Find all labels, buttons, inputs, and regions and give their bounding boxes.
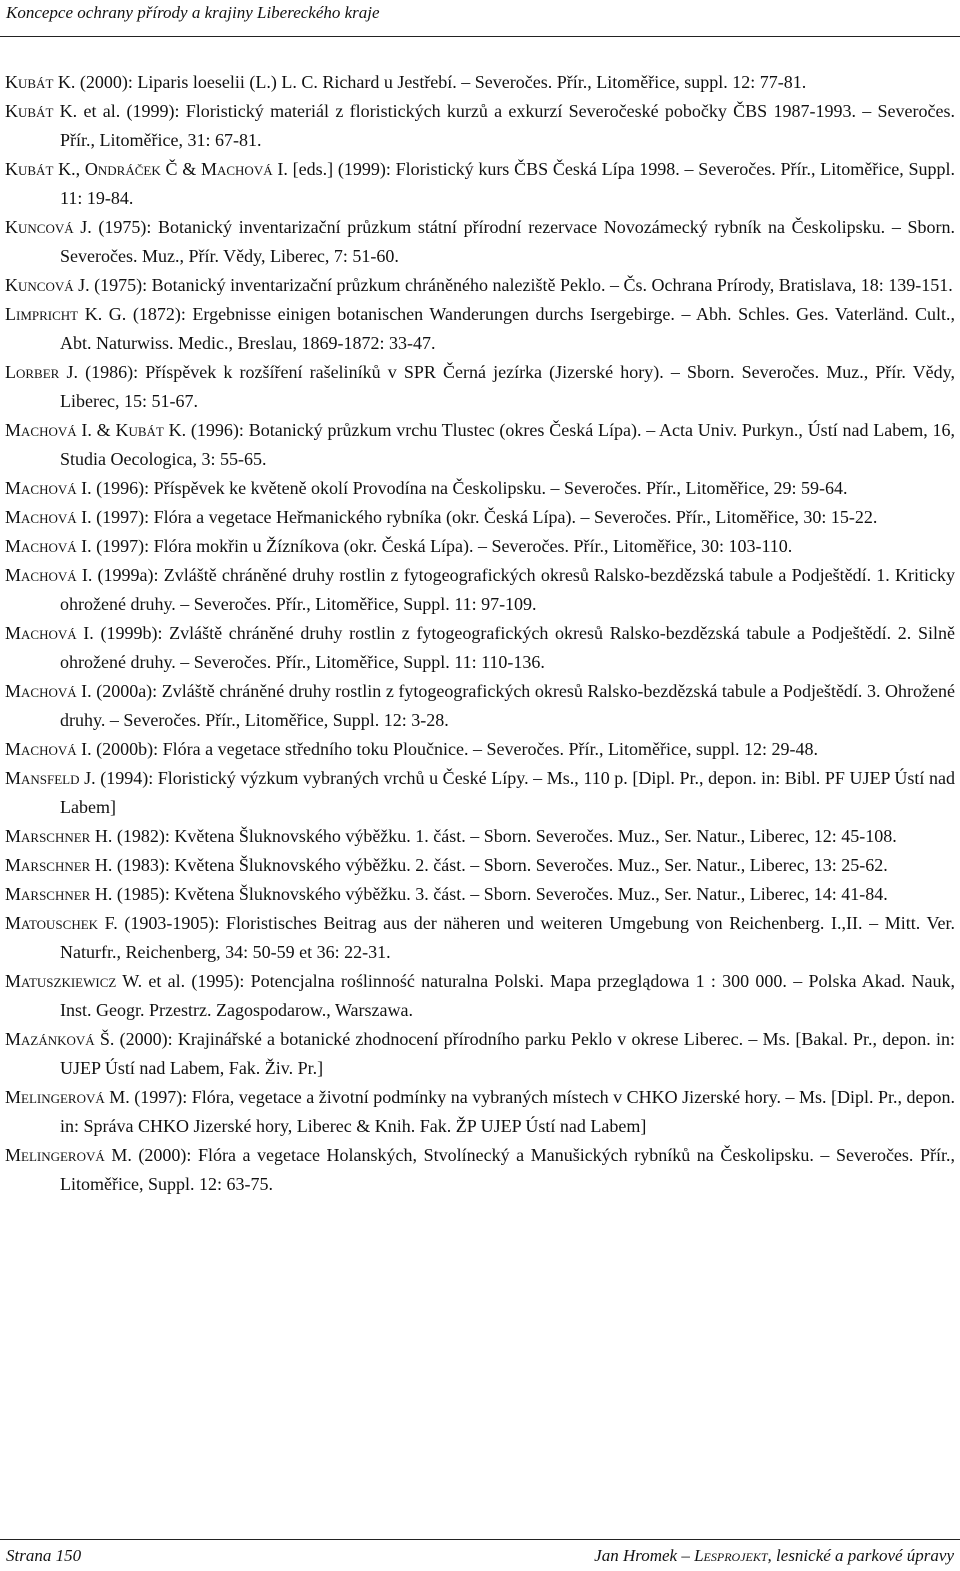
reference-author: Melingerová M. — [5, 1145, 132, 1165]
reference-author: Marschner H. — [5, 855, 113, 875]
reference-text: (1903-1905): Floristisches Beitrag aus der näheren und weiteren Umgebung von Reichenberg. I.,II. – Mitt. Ver. Naturfr., Reichenberg, 34: 50-59 et 36: 22-31. — [60, 913, 955, 962]
reference-author: Melingerová M. — [5, 1087, 130, 1107]
reference-author: Machová I. — [5, 565, 93, 585]
reference-text: (2000): Flóra a vegetace Holanských, Stvolínecký a Manušických rybníků na Českolipsku. – Severočes. Přír., Litoměřice, Suppl. 12: 63-75. — [60, 1145, 955, 1194]
reference-author: Mansfeld J. — [5, 768, 96, 788]
reference-entry — [5, 1025, 955, 1083]
running-header: Koncepce ochrany přírody a krajiny Libereckého kraje — [6, 3, 380, 22]
reference-text: (2000): Liparis loeselii (L.) L. C. Richard u Jestřebí. – Severočes. Přír., Litoměřice, suppl. 12: 77-81. — [75, 72, 807, 92]
reference-entry — [5, 822, 955, 851]
reference-entry — [5, 271, 955, 300]
reference-entry — [5, 851, 955, 880]
reference-entry — [5, 619, 955, 677]
reference-entry — [5, 532, 955, 561]
reference-text: (2000a): Zvláště chráněné druhy rostlin z fytogeografických okresů Ralsko-bezdězská tabule a Podještědí. 3. Ohrožené druhy. – Severočes. Přír., Litoměřice, Suppl. 12: 3-28. — [60, 681, 955, 730]
reference-author: Limpricht K. G. — [5, 304, 127, 324]
reference-text: et al. (1995): Potencjalna roślinność naturalna Polski. Mapa przeglądowa 1 : 300 000. – Polska Akad. Nauk, Inst. Geogr. Przestrz. Zagospodarow., Warszawa. — [60, 971, 955, 1020]
reference-entry — [5, 1083, 955, 1141]
reference-author: Lorber J. — [5, 362, 78, 382]
reference-entry — [5, 880, 955, 909]
reference-entry — [5, 967, 955, 1025]
reference-entry — [5, 677, 955, 735]
header-divider — [0, 36, 960, 37]
reference-author: Matuszkiewicz W. — [5, 971, 143, 991]
reference-author: Machová I. — [5, 507, 92, 527]
reference-text: (2000b): Flóra a vegetace středního toku Ploučnice. – Severočes. Přír., Litoměřice, suppl. 12: 29-48. — [91, 739, 818, 759]
reference-text: (1997): Flóra mokřin u Žízníkova (okr. Česká Lípa). – Severočes. Přír., Litoměřice, 30: 103-110. — [91, 536, 793, 556]
reference-author: Marschner H. — [5, 884, 113, 904]
page-number: Strana 150 — [6, 1546, 82, 1565]
reference-text: (1872): Ergebnisse einigen botanischen Wanderungen durchs Isergebirge. – Abh. Schles. Ges. Vaterländ. Cult., Abt. Naturwiss. Medic., Breslau, 1869-1872: 33-47. — [60, 304, 955, 353]
reference-author: Kubát K. — [5, 101, 78, 121]
reference-author: Kubát K., Ondráček Č & Machová I. — [5, 159, 288, 179]
reference-author: Machová I. — [5, 536, 92, 556]
reference-text: (1983): Květena Šluknovského výběžku. 2. část. – Sborn. Severočes. Muz., Ser. Natur., Liberec, 13: 25-62. — [112, 855, 888, 875]
reference-text: (1975): Botanický inventarizační průzkum státní přírodní rezervace Novozámecký rybník na Českolipsku. – Sborn. Severočes. Muz., Přír. Vědy, Liberec, 7: 51-60. — [60, 217, 955, 266]
footer-company: Lesprojekt — [694, 1546, 768, 1565]
reference-text: (1985): Květena Šluknovského výběžku. 3. část. – Sborn. Severočes. Muz., Ser. Natur., Liberec, 14: 41-84. — [112, 884, 888, 904]
reference-author: Mazánková Š. — [5, 1029, 115, 1049]
reference-text: (1986): Příspěvek k rozšíření rašeliníků v SPR Černá jezírka (Jizerské hory). – Sborn. Severočes. Muz., Přír. Vědy, Liberec, 15: 51-67. — [60, 362, 956, 411]
reference-text: (1996): Botanický průzkum vrchu Tlustec (okres Česká Lípa). – Acta Univ. Purkyn., Ústí nad Labem, 16, Studia Oecologica, 3: 55-65. — [60, 420, 956, 469]
reference-text: (1975): Botanický inventarizační průzkum chráněného naleziště Peklo. – Čs. Ochrana Prírody, Bratislava, 18: 139-151. — [89, 275, 953, 295]
reference-author: Machová I. — [5, 739, 92, 759]
reference-entry — [5, 68, 955, 97]
reference-text: (1997): Flóra, vegetace a životní podmínky na vybraných místech v CHKO Jizerské hory. – Ms. [Dipl. Pr., depon. in: Správa CHKO Jizerské hory, Liberec & Knih. Fak. ŽP UJEP Ústí nad Labem] — [60, 1087, 955, 1136]
reference-author: Matouschek F. — [5, 913, 118, 933]
reference-author: Marschner H. — [5, 826, 113, 846]
reference-author: Machová I. — [5, 681, 92, 701]
reference-list — [5, 68, 955, 1199]
reference-entry — [5, 909, 955, 967]
reference-entry — [5, 561, 955, 619]
reference-entry — [5, 735, 955, 764]
reference-entry — [5, 155, 955, 213]
reference-entry — [5, 1141, 955, 1199]
reference-text: (1994): Floristický výzkum vybraných vrchů u České Lípy. – Ms., 110 p. [Dipl. Pr., depon. in: Bibl. PF UJEP Ústí nad Labem] — [60, 768, 955, 817]
reference-text: (1996): Příspěvek ke květeně okolí Provodína na Českolipsku. – Severočes. Přír., Litoměřice, 29: 59-64. — [91, 478, 848, 498]
footer-divider — [0, 1539, 960, 1540]
reference-author: Kuncová J. — [5, 217, 92, 237]
reference-text: (2000): Krajinářské a botanické zhodnocení přírodního parku Peklo v okrese Liberec. – Ms. [Bakal. Pr., depon. in: UJEP Ústí nad Labem, Fak. Živ. Pr.] — [60, 1029, 955, 1078]
reference-entry — [5, 503, 955, 532]
footer-author-suffix: , lesnické a parkové úpravy — [767, 1546, 954, 1565]
reference-author: Kubát K. — [5, 72, 76, 92]
footer-author-prefix: Jan Hromek – — [594, 1546, 695, 1565]
reference-entry — [5, 474, 955, 503]
reference-entry — [5, 213, 955, 271]
reference-text: (1999a): Zvláště chráněné druhy rostlin z fytogeografických okresů Ralsko-bezdězská tabule a Podještědí. 1. Kriticky ohrožené druhy. – Severočes. Přír., Litoměřice, Suppl. 11: 97-109. — [60, 565, 955, 614]
reference-text: (1997): Flóra a vegetace Heřmanického rybníka (okr. Česká Lípa). – Severočes. Přír., Litoměřice, 30: 15-22. — [91, 507, 878, 527]
reference-text: (1982): Květena Šluknovského výběžku. 1. část. – Sborn. Severočes. Muz., Ser. Natur., Liberec, 12: 45-108. — [112, 826, 897, 846]
reference-author: Machová I. & Kubát K. — [5, 420, 187, 440]
reference-entry — [5, 300, 955, 358]
reference-entry — [5, 97, 955, 155]
reference-author: Kuncová J. — [5, 275, 90, 295]
reference-text: [eds.] (1999): Floristický kurs ČBS Česká Lípa 1998. – Severočes. Přír., Litoměřice, Suppl. 11: 19-84. — [60, 159, 956, 208]
reference-text: et al. (1999): Floristický materiál z floristických kurzů a exkurzí Severočeské pobočky ČBS 1987-1993. – Severočes. Přír., Litoměřice, 31: 67-81. — [60, 101, 955, 150]
footer-author — [594, 1545, 954, 1567]
reference-entry — [5, 764, 955, 822]
reference-text: (1999b): Zvláště chráněné druhy rostlin z fytogeografických okresů Ralsko-bezdězská tabule a Podještědí. 2. Silně ohrožené druhy. – Severočes. Přír., Litoměřice, Suppl. 11: 110-136. — [60, 623, 955, 672]
reference-entry — [5, 358, 955, 416]
reference-author: Machová I. — [5, 478, 92, 498]
reference-author: Machová I. — [5, 623, 94, 643]
reference-entry — [5, 416, 955, 474]
